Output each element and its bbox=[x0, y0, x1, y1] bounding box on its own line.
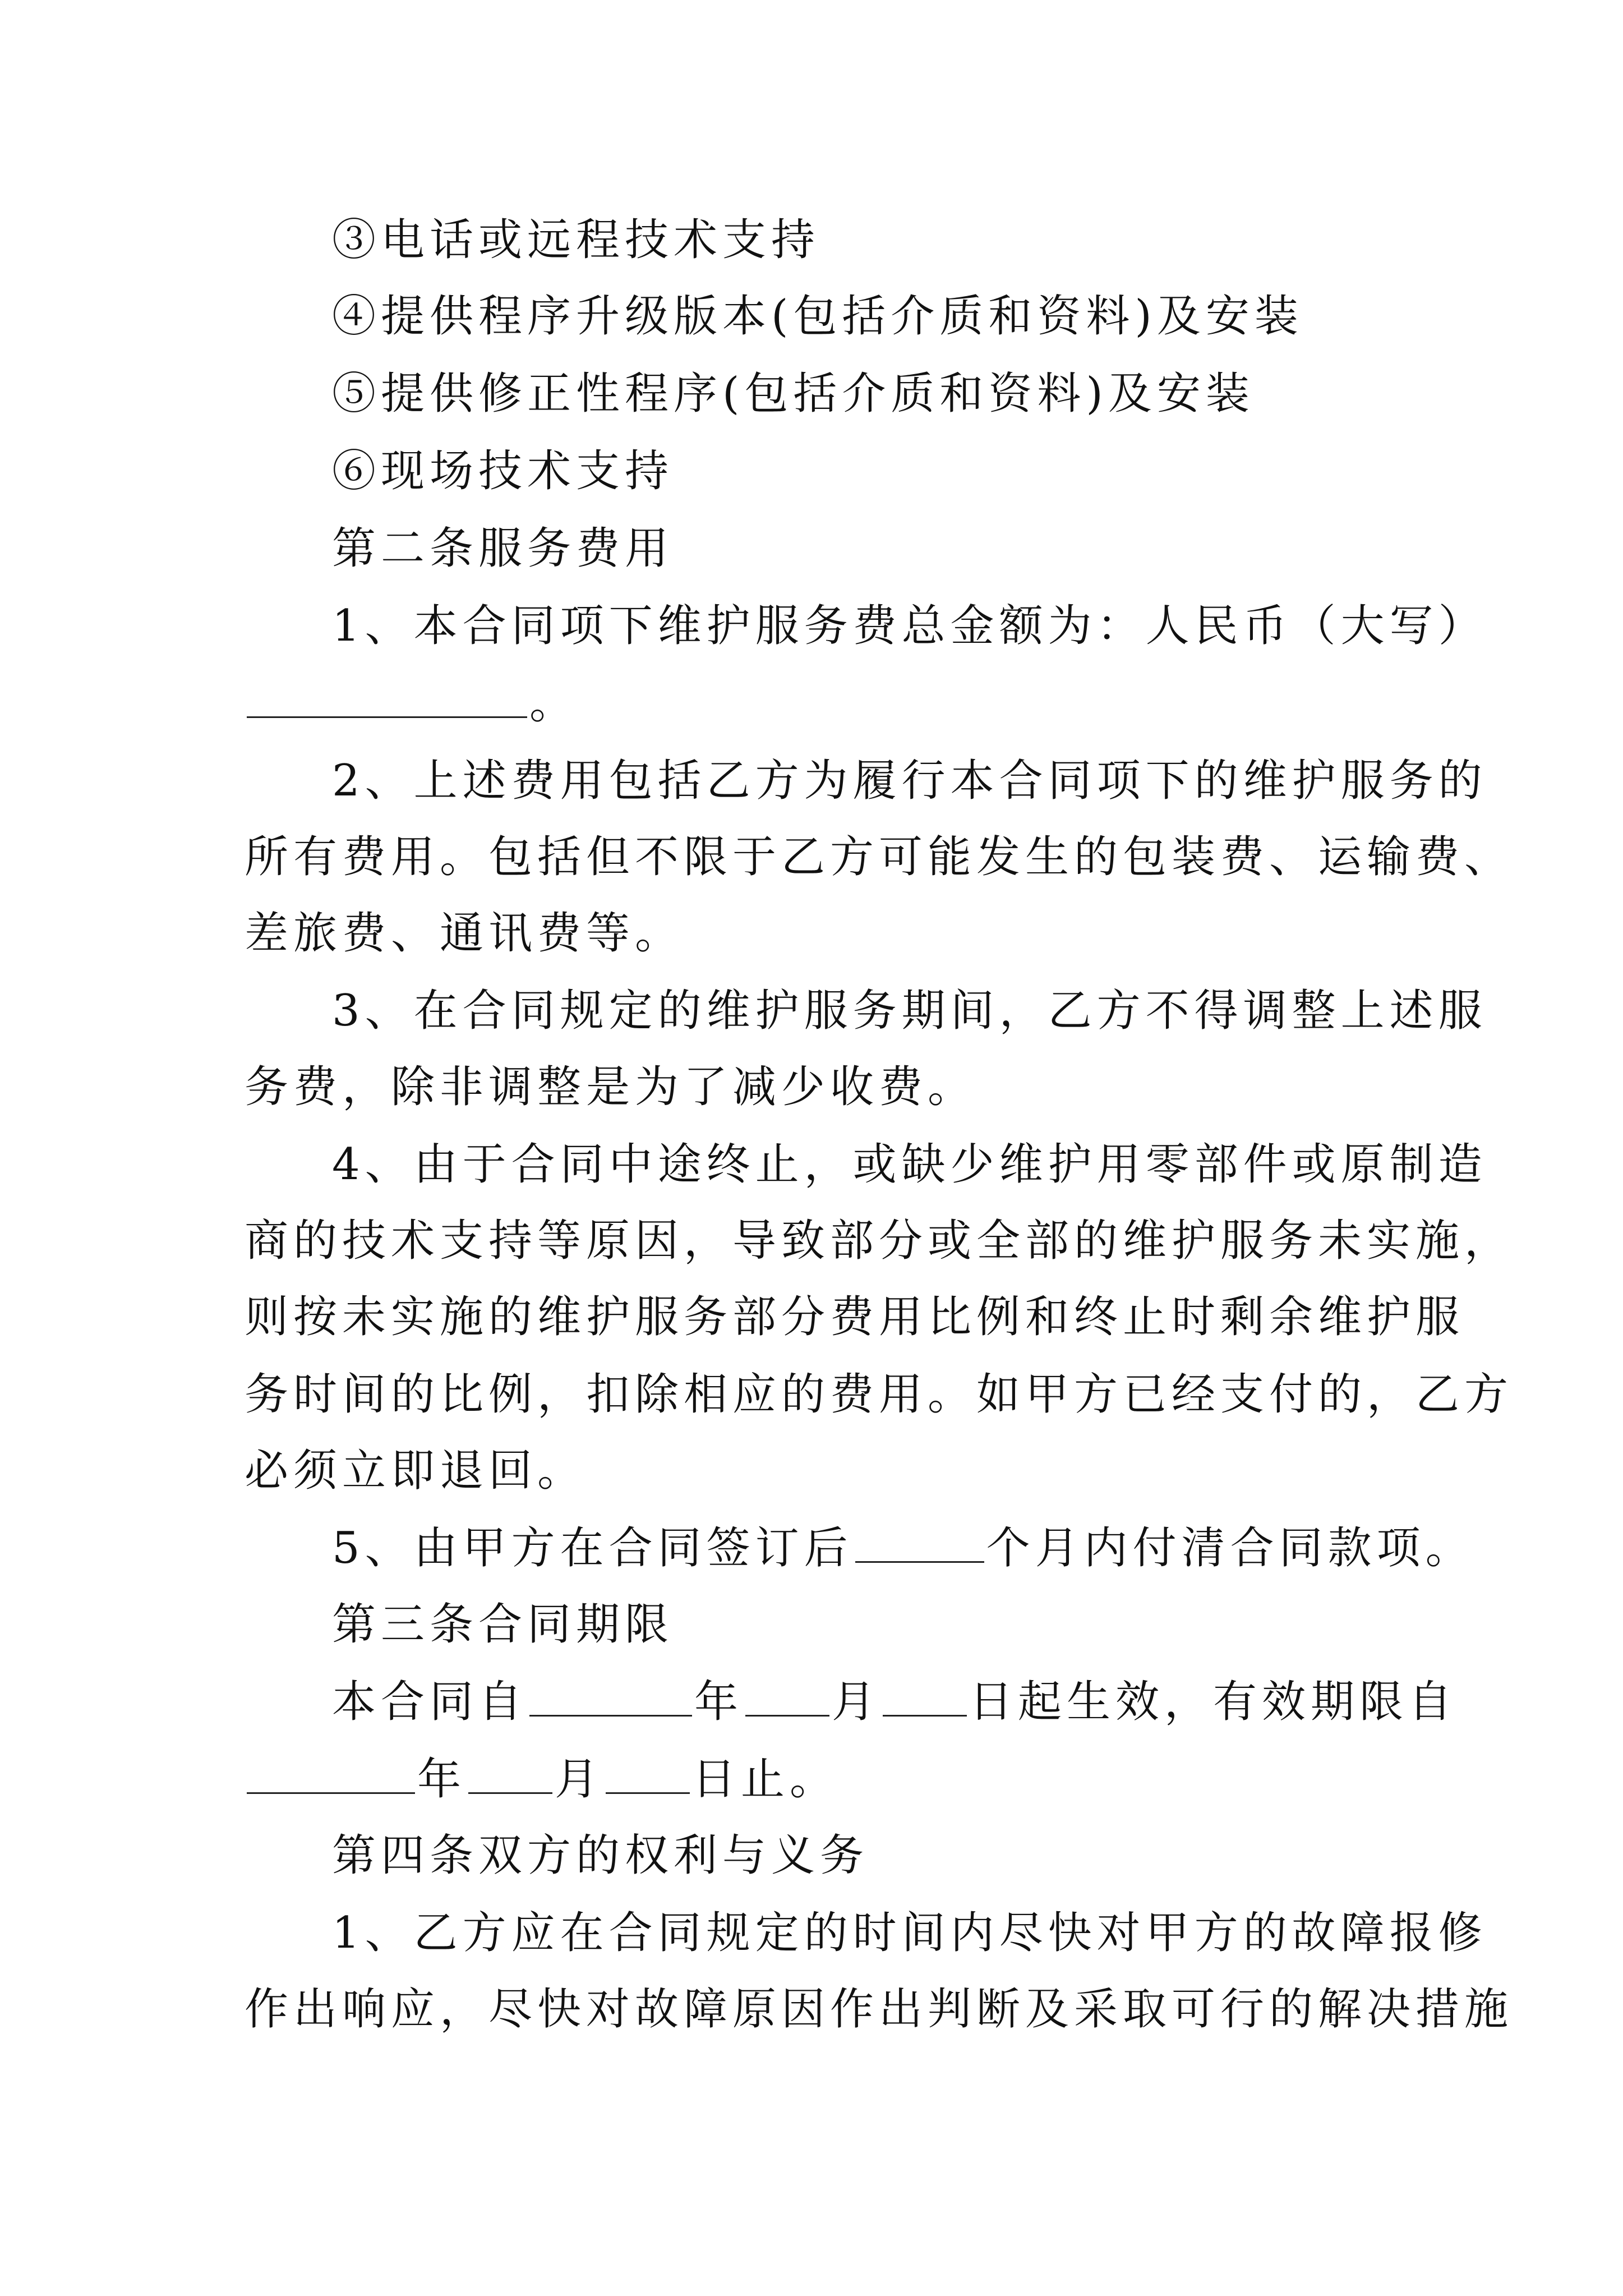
list-item-upgrade: ④提供程序升级版本(包括介质和资料)及安装 bbox=[332, 291, 1303, 342]
paragraph-line: 商的技术支持等原因，导致部分或全部的维护服务未实施， bbox=[245, 1216, 1514, 1266]
paragraph-line: 务时间的比例，扣除相应的费用。如甲方已经支付的，乙方 bbox=[245, 1369, 1514, 1420]
paragraph-line: 2、上述费用包括乙方为履行本合同项下的维护服务的 bbox=[332, 756, 1487, 806]
paragraph-line: 3、在合同规定的维护服务期间，乙方不得调整上述服 bbox=[332, 986, 1487, 1036]
list-item-phone-support: ③电话或远程技术支持 bbox=[332, 215, 820, 265]
paragraph-line: 则按未实施的维护服务部分费用比例和终止时剩余维护服 bbox=[245, 1292, 1465, 1342]
end-day-blank bbox=[606, 1753, 690, 1794]
end-month-blank bbox=[468, 1753, 552, 1794]
amount-blank bbox=[247, 677, 527, 718]
paragraph-line: 务费，除非调整是为了减少收费。 bbox=[245, 1062, 977, 1112]
paragraph-line: 。 bbox=[245, 675, 578, 731]
paragraph-line: 所有费用。包括但不限于乙方可能发生的包装费、运输费、 bbox=[245, 832, 1514, 882]
paragraph-line: 差旅费、通讯费等。 bbox=[245, 908, 684, 959]
paragraph-line: 作出响应，尽快对故障原因作出判断及采取可行的解决措施 bbox=[245, 1984, 1514, 2035]
start-year-blank bbox=[529, 1676, 692, 1717]
months-blank bbox=[855, 1522, 984, 1563]
paragraph-line: 1、乙方应在合同规定的时间内尽快对甲方的故障报修 bbox=[332, 1908, 1487, 1958]
paragraph-line: 必须立即退回。 bbox=[245, 1446, 587, 1496]
paragraph-line: 年 月 日止。 bbox=[245, 1751, 838, 1807]
start-day-blank bbox=[883, 1676, 967, 1717]
section-heading-rights: 第四条双方的权利与义务 bbox=[332, 1830, 869, 1881]
paragraph-line: 5、由甲方在合同签订后 个月内付清合同款项。 bbox=[332, 1523, 1474, 1573]
paragraph-line: 本合同自 年 月 日起生效，有效期限自 bbox=[332, 1677, 1458, 1727]
list-item-patch: ⑤提供修正性程序(包括介质和资料)及安装 bbox=[332, 369, 1255, 419]
end-year-blank bbox=[247, 1753, 415, 1794]
section-heading-fees: 第二条服务费用 bbox=[332, 523, 674, 574]
section-heading-term: 第三条合同期限 bbox=[332, 1599, 674, 1650]
paragraph-line: 1、本合同项下维护服务费总金额为：人民币（大写） bbox=[332, 601, 1487, 651]
start-month-blank bbox=[745, 1676, 829, 1717]
list-item-onsite-support: ⑥现场技术支持 bbox=[332, 446, 674, 496]
paragraph-line: 4、由于合同中途终止，或缺少维护用零部件或原制造 bbox=[332, 1139, 1487, 1190]
